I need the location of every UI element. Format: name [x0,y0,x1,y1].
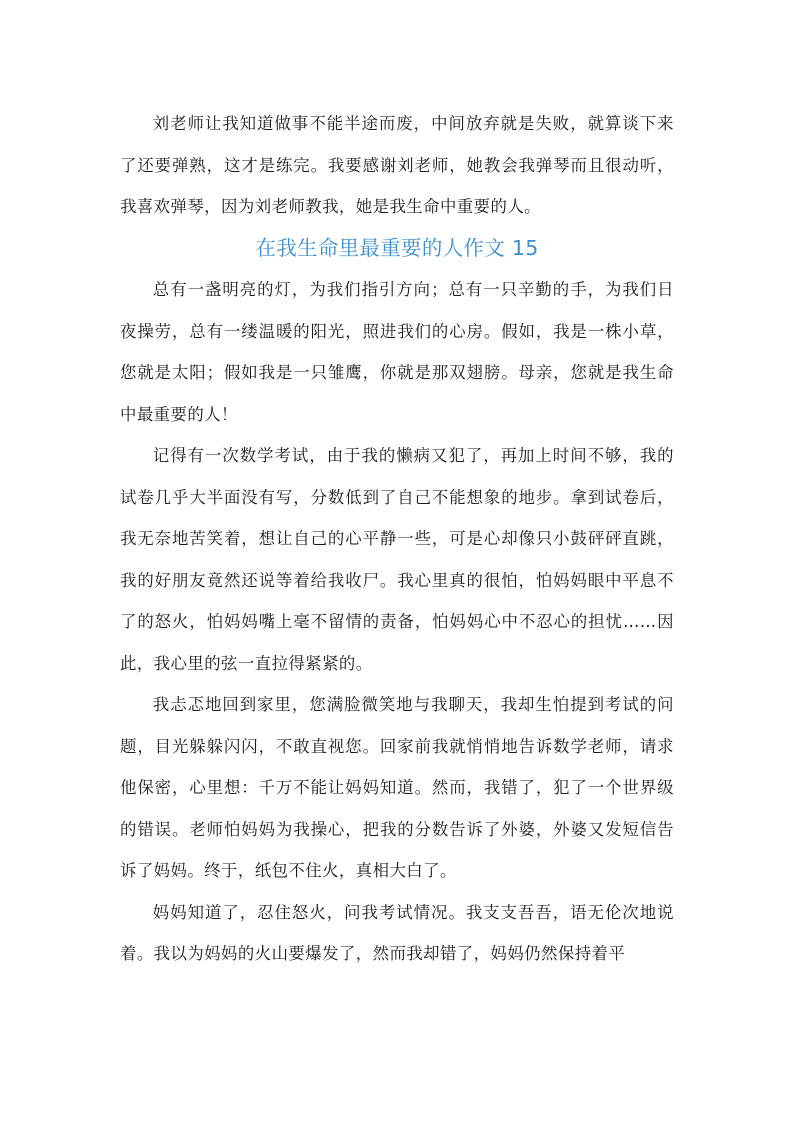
intro-paragraph: 刘老师让我知道做事不能半途而废，中间放弃就是失败，就算谈下来了还要弹熟，这才是练完。我要感谢刘老师，她教会我弹琴而且很动听，我喜欢弹琴，因为刘老师教我，她是我生命中重要的人。 [120,114,674,216]
body-paragraph-3: 我忐忑地回到家里，您满脸微笑地与我聊天，我却生怕提到考试的问题，目光躲躲闪闪，不敢直视您。回家前我就悄悄地告诉数学老师，请求他保密，心里想：千万不能让妈妈知道。然而，我错了，犯了一个世界级的错误。老师怕妈妈为我操心，把我的分数告诉了外婆，外婆又发短信告诉了妈妈。终于，纸包不住火，真相大白了。 [120,695,674,880]
body-paragraph-1: 总有一盏明亮的灯，为我们指引方向；总有一只辛勤的手，为我们日夜操劳，总有一缕温暖的阳光，照进我们的心房。假如，我是一株小草，您就是太阳；假如我是一只雏鹰，你就是那双翅膀。母亲，您就是我生命中最重要的人！ [120,280,674,424]
body-paragraph-2: 记得有一次数学考试，由于我的懒病又犯了，再加上时间不够，我的试卷几乎大半面没有写，分数低到了自己不能想象的地步。拿到试卷后，我无奈地苦笑着，想让自己的心平静一些，可是心却像只小鼓砰砰直跳，我的好朋友竟然还说等着给我收尸。我心里真的很怕，怕妈妈眼中平息不了的怒火，怕妈妈嘴上毫不留情的责备，怕妈妈心中不忍心的担忧……因此，我心里的弦一直拉得紧紧的。 [120,446,674,673]
body-paragraph-4: 妈妈知道了，忍住怒火，问我考试情况。我支支吾吾，语无伦次地说着。我以为妈妈的火山要爆发了，然而我却错了，妈妈仍然保持着平 [120,902,674,963]
essay-heading: 在我生命里最重要的人作文 15 [255,235,539,260]
document-body [120,103,674,975]
